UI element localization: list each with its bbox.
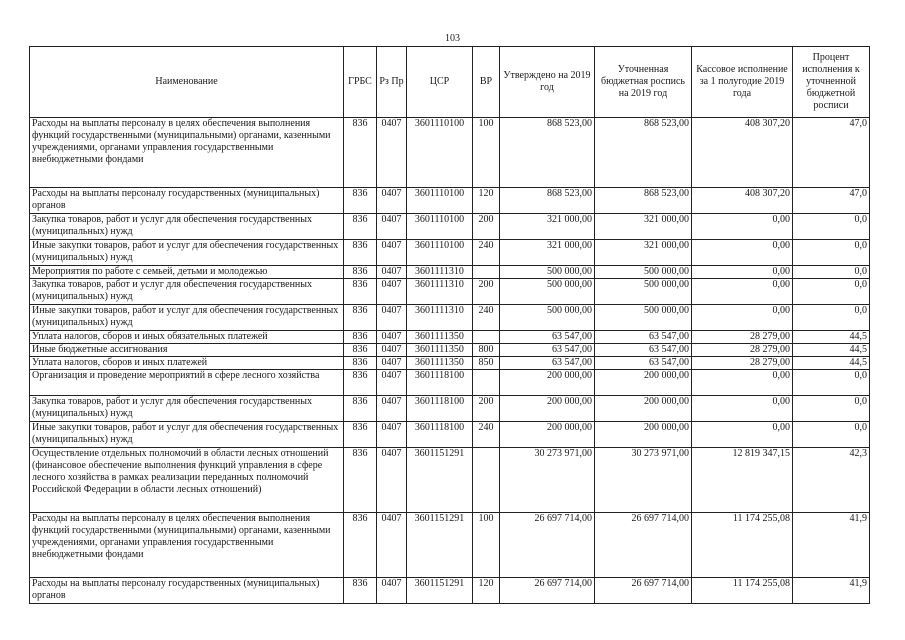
cell-rzpr: 0407 xyxy=(377,331,407,344)
cell-csr: 3601118100 xyxy=(407,396,473,422)
cell-percent: 0,0 xyxy=(793,422,870,448)
cell-approved: 868 523,00 xyxy=(500,118,595,188)
cell-executed: 0,00 xyxy=(692,422,793,448)
cell-percent: 47,0 xyxy=(793,188,870,214)
cell-csr: 3601110100 xyxy=(407,214,473,240)
cell-vr: 200 xyxy=(473,214,500,240)
header-name: Наименование xyxy=(30,47,344,118)
cell-executed: 0,00 xyxy=(692,396,793,422)
table-row xyxy=(30,305,870,331)
cell-approved: 200 000,00 xyxy=(500,422,595,448)
cell-vr: 120 xyxy=(473,188,500,214)
cell-vr: 100 xyxy=(473,513,500,578)
cell-rzpr: 0407 xyxy=(377,357,407,370)
cell-rzpr: 0407 xyxy=(377,305,407,331)
table-body xyxy=(30,118,870,604)
cell-percent: 47,0 xyxy=(793,118,870,188)
cell-vr: 850 xyxy=(473,357,500,370)
cell-revised: 321 000,00 xyxy=(595,214,692,240)
cell-executed: 408 307,20 xyxy=(692,188,793,214)
cell-rzpr: 0407 xyxy=(377,370,407,396)
cell-grbs: 836 xyxy=(344,344,377,357)
cell-revised: 200 000,00 xyxy=(595,422,692,448)
cell-approved: 200 000,00 xyxy=(500,370,595,396)
cell-name: Уплата налогов, сборов и иных обязательных платежей xyxy=(30,331,344,344)
cell-executed: 12 819 347,15 xyxy=(692,448,793,513)
cell-percent: 0,0 xyxy=(793,370,870,396)
cell-revised: 500 000,00 xyxy=(595,266,692,279)
cell-executed: 0,00 xyxy=(692,214,793,240)
table-row xyxy=(30,344,870,357)
table-row xyxy=(30,279,870,305)
cell-executed: 28 279,00 xyxy=(692,331,793,344)
cell-rzpr: 0407 xyxy=(377,214,407,240)
cell-percent: 44,5 xyxy=(793,331,870,344)
cell-revised: 500 000,00 xyxy=(595,279,692,305)
table-row xyxy=(30,422,870,448)
header-approved: Утверждено на 2019 год xyxy=(500,47,595,118)
cell-name: Расходы на выплаты персоналу в целях обеспечения выполнения функций государственными (муниципальными) органами, казенными учреждениями, органами управления государственными внебюджетными фондами xyxy=(30,513,344,578)
cell-rzpr: 0407 xyxy=(377,118,407,188)
cell-vr: 200 xyxy=(473,396,500,422)
cell-executed: 0,00 xyxy=(692,240,793,266)
cell-rzpr: 0407 xyxy=(377,396,407,422)
cell-percent: 44,5 xyxy=(793,344,870,357)
cell-executed: 28 279,00 xyxy=(692,344,793,357)
cell-rzpr: 0407 xyxy=(377,279,407,305)
cell-approved: 63 547,00 xyxy=(500,331,595,344)
cell-executed: 0,00 xyxy=(692,370,793,396)
cell-approved: 868 523,00 xyxy=(500,188,595,214)
cell-grbs: 836 xyxy=(344,396,377,422)
cell-vr: 200 xyxy=(473,279,500,305)
cell-approved: 500 000,00 xyxy=(500,305,595,331)
cell-name: Закупка товаров, работ и услуг для обеспечения государственных (муниципальных) нужд xyxy=(30,279,344,305)
cell-csr: 3601151291 xyxy=(407,578,473,604)
cell-name: Закупка товаров, работ и услуг для обеспечения государственных (муниципальных) нужд xyxy=(30,214,344,240)
cell-rzpr: 0407 xyxy=(377,344,407,357)
cell-approved: 200 000,00 xyxy=(500,396,595,422)
cell-approved: 63 547,00 xyxy=(500,357,595,370)
cell-percent: 41,9 xyxy=(793,578,870,604)
cell-csr: 3601111350 xyxy=(407,331,473,344)
table-row xyxy=(30,331,870,344)
cell-executed: 408 307,20 xyxy=(692,118,793,188)
cell-vr xyxy=(473,448,500,513)
cell-revised: 500 000,00 xyxy=(595,305,692,331)
cell-grbs: 836 xyxy=(344,448,377,513)
cell-revised: 26 697 714,00 xyxy=(595,513,692,578)
cell-approved: 321 000,00 xyxy=(500,214,595,240)
cell-percent: 0,0 xyxy=(793,396,870,422)
cell-percent: 0,0 xyxy=(793,266,870,279)
cell-percent: 42,3 xyxy=(793,448,870,513)
cell-approved: 26 697 714,00 xyxy=(500,578,595,604)
cell-vr: 240 xyxy=(473,305,500,331)
cell-percent: 0,0 xyxy=(793,279,870,305)
cell-vr xyxy=(473,370,500,396)
cell-grbs: 836 xyxy=(344,331,377,344)
cell-revised: 200 000,00 xyxy=(595,396,692,422)
cell-csr: 3601111310 xyxy=(407,266,473,279)
cell-grbs: 836 xyxy=(344,266,377,279)
header-grbs: ГРБС xyxy=(344,47,377,118)
cell-rzpr: 0407 xyxy=(377,513,407,578)
table-row xyxy=(30,396,870,422)
cell-rzpr: 0407 xyxy=(377,448,407,513)
cell-name: Иные бюджетные ассигнования xyxy=(30,344,344,357)
cell-rzpr: 0407 xyxy=(377,578,407,604)
cell-csr: 3601151291 xyxy=(407,448,473,513)
cell-vr: 800 xyxy=(473,344,500,357)
cell-grbs: 836 xyxy=(344,188,377,214)
cell-revised: 26 697 714,00 xyxy=(595,578,692,604)
cell-csr: 3601111310 xyxy=(407,305,473,331)
cell-vr: 240 xyxy=(473,422,500,448)
cell-grbs: 836 xyxy=(344,422,377,448)
cell-csr: 3601110100 xyxy=(407,118,473,188)
header-row xyxy=(30,47,870,118)
table-row xyxy=(30,578,870,604)
cell-percent: 41,9 xyxy=(793,513,870,578)
cell-revised: 321 000,00 xyxy=(595,240,692,266)
cell-grbs: 836 xyxy=(344,118,377,188)
cell-name: Иные закупки товаров, работ и услуг для обеспечения государственных (муниципальных) нужд xyxy=(30,240,344,266)
cell-vr xyxy=(473,266,500,279)
cell-vr: 100 xyxy=(473,118,500,188)
table-row xyxy=(30,370,870,396)
cell-rzpr: 0407 xyxy=(377,188,407,214)
table-row xyxy=(30,214,870,240)
cell-approved: 500 000,00 xyxy=(500,266,595,279)
cell-percent: 0,0 xyxy=(793,214,870,240)
cell-csr: 3601111350 xyxy=(407,357,473,370)
cell-name: Расходы на выплаты персоналу государственных (муниципальных) органов xyxy=(30,578,344,604)
cell-csr: 3601110100 xyxy=(407,188,473,214)
table-row xyxy=(30,266,870,279)
cell-approved: 26 697 714,00 xyxy=(500,513,595,578)
cell-executed: 0,00 xyxy=(692,266,793,279)
cell-csr: 3601151291 xyxy=(407,513,473,578)
cell-csr: 3601111310 xyxy=(407,279,473,305)
cell-grbs: 836 xyxy=(344,240,377,266)
table-row xyxy=(30,448,870,513)
cell-name: Уплата налогов, сборов и иных платежей xyxy=(30,357,344,370)
page-number: 103 xyxy=(445,33,460,44)
cell-revised: 63 547,00 xyxy=(595,344,692,357)
cell-vr: 240 xyxy=(473,240,500,266)
cell-rzpr: 0407 xyxy=(377,422,407,448)
cell-executed: 0,00 xyxy=(692,279,793,305)
cell-percent: 0,0 xyxy=(793,240,870,266)
cell-executed: 11 174 255,08 xyxy=(692,578,793,604)
cell-rzpr: 0407 xyxy=(377,266,407,279)
table-row xyxy=(30,188,870,214)
cell-name: Мероприятия по работе с семьей, детьми и молодежью xyxy=(30,266,344,279)
cell-name: Осуществление отдельных полномочий в области лесных отношений (финансовое обеспечение выполнения функций управления в сфере лесного хозяйства в рамках реализации переданных полномочий Российской Федерации в области лесных отношений) xyxy=(30,448,344,513)
cell-approved: 500 000,00 xyxy=(500,279,595,305)
cell-grbs: 836 xyxy=(344,214,377,240)
budget-table xyxy=(29,46,870,604)
header-csr: ЦСР xyxy=(407,47,473,118)
header-revised: Уточненная бюджетная роспись на 2019 год xyxy=(595,47,692,118)
cell-csr: 3601118100 xyxy=(407,370,473,396)
cell-revised: 63 547,00 xyxy=(595,331,692,344)
cell-rzpr: 0407 xyxy=(377,240,407,266)
cell-vr xyxy=(473,331,500,344)
cell-csr: 3601118100 xyxy=(407,422,473,448)
cell-name: Иные закупки товаров, работ и услуг для обеспечения государственных (муниципальных) нужд xyxy=(30,422,344,448)
cell-grbs: 836 xyxy=(344,513,377,578)
cell-name: Расходы на выплаты персоналу государственных (муниципальных) органов xyxy=(30,188,344,214)
cell-csr: 3601110100 xyxy=(407,240,473,266)
cell-csr: 3601111350 xyxy=(407,344,473,357)
table-row xyxy=(30,118,870,188)
cell-percent: 0,0 xyxy=(793,305,870,331)
cell-name: Организация и проведение мероприятий в сфере лесного хозяйства xyxy=(30,370,344,396)
cell-name: Иные закупки товаров, работ и услуг для обеспечения государственных (муниципальных) нужд xyxy=(30,305,344,331)
cell-grbs: 836 xyxy=(344,578,377,604)
cell-executed: 0,00 xyxy=(692,305,793,331)
header-percent: Процент исполнения к уточненной бюджетной росписи xyxy=(793,47,870,118)
table-row xyxy=(30,513,870,578)
cell-grbs: 836 xyxy=(344,279,377,305)
cell-grbs: 836 xyxy=(344,370,377,396)
cell-executed: 11 174 255,08 xyxy=(692,513,793,578)
cell-grbs: 836 xyxy=(344,357,377,370)
cell-revised: 868 523,00 xyxy=(595,188,692,214)
header-vr: ВР xyxy=(473,47,500,118)
cell-name: Закупка товаров, работ и услуг для обеспечения государственных (муниципальных) нужд xyxy=(30,396,344,422)
header-executed: Кассовое исполнение за 1 полугодие 2019 года xyxy=(692,47,793,118)
header-rzpr: Рз Пр xyxy=(377,47,407,118)
cell-name: Расходы на выплаты персоналу в целях обеспечения выполнения функций государственными (муниципальными) органами, казенными учреждениями, органами управления государственными внебюджетными фондами xyxy=(30,118,344,188)
cell-approved: 321 000,00 xyxy=(500,240,595,266)
cell-revised: 30 273 971,00 xyxy=(595,448,692,513)
table-row xyxy=(30,240,870,266)
table-row xyxy=(30,357,870,370)
cell-executed: 28 279,00 xyxy=(692,357,793,370)
cell-revised: 200 000,00 xyxy=(595,370,692,396)
cell-percent: 44,5 xyxy=(793,357,870,370)
cell-vr: 120 xyxy=(473,578,500,604)
cell-approved: 30 273 971,00 xyxy=(500,448,595,513)
cell-grbs: 836 xyxy=(344,305,377,331)
cell-revised: 63 547,00 xyxy=(595,357,692,370)
cell-revised: 868 523,00 xyxy=(595,118,692,188)
cell-approved: 63 547,00 xyxy=(500,344,595,357)
